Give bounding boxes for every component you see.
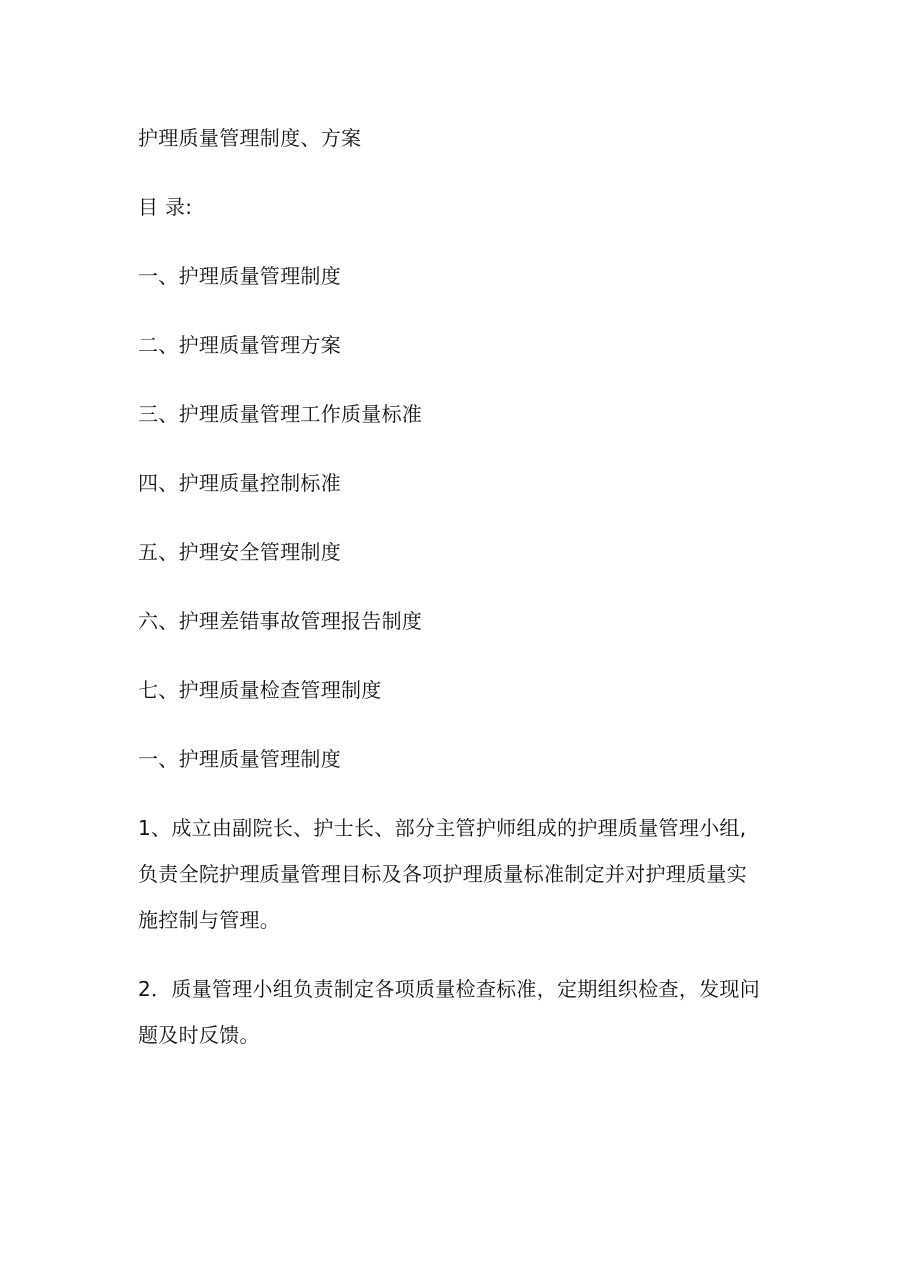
toc-item: 四、护理质量控制标准 (138, 471, 341, 495)
toc-item: 三、护理质量管理工作质量标准 (138, 402, 423, 426)
toc-heading: 目 录: (138, 195, 193, 219)
toc-item: 一、护理质量管理制度 (138, 264, 341, 288)
section-heading: 一、护理质量管理制度 (138, 747, 341, 771)
paragraph-line: 施控制与管理。 (138, 908, 281, 932)
document-content (138, 124, 788, 1081)
toc-item: 二、护理质量管理方案 (138, 333, 341, 357)
toc-item: 五、护理安全管理制度 (138, 540, 341, 564)
paragraph-line: 题及时反馈。 (138, 1023, 260, 1047)
paragraph-line: 负责全院护理质量管理目标及各项护理质量标准制定并对护理质量实 (138, 862, 747, 886)
document-title: 护理质量管理制度、方案 (138, 126, 362, 150)
toc-item: 七、护理质量检查管理制度 (138, 678, 382, 702)
paragraph-line: 2．质量管理小组负责制定各项质量检查标准，定期组织检查，发现问 (138, 977, 761, 1001)
paragraph-2 (138, 966, 788, 1058)
paragraph-line: 1、成立由副院长、护士长、部分主管护师组成的护理质量管理小组, (138, 816, 747, 840)
paragraph-1 (138, 805, 788, 943)
toc-item: 六、护理差错事故管理报告制度 (138, 609, 423, 633)
